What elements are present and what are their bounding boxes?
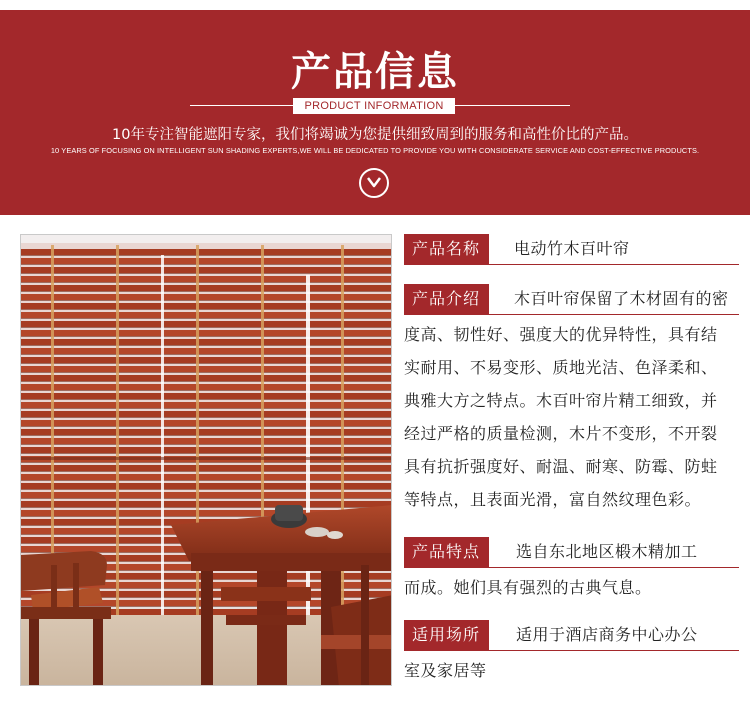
blind-slat-shadow bbox=[21, 426, 392, 427]
blind-slat-shadow bbox=[21, 372, 392, 373]
intro-line: 度高、韧性好、强度大的优异特性，具有结 bbox=[404, 325, 718, 344]
label-product-features: 产品特点 bbox=[404, 537, 489, 567]
blind-slat bbox=[21, 249, 392, 255]
blind-slat-shadow bbox=[21, 318, 392, 319]
blind-slat-shadow bbox=[21, 309, 392, 310]
intro-line: 实耐用、不易变形、质地光洁、色泽柔和、 bbox=[404, 358, 718, 377]
blind-slat-shadow bbox=[21, 453, 392, 454]
label-usage: 适用场所 bbox=[404, 620, 489, 650]
blind-slat-shadow bbox=[21, 291, 392, 292]
intro-line: 经过严格的质量检测，木片不变形，不开裂 bbox=[404, 424, 718, 443]
intro-lead-text: 木百叶帘保留了木材固有的密 bbox=[514, 289, 729, 308]
blind-slat bbox=[21, 429, 392, 435]
info-row-features bbox=[404, 537, 739, 597]
label-underline bbox=[404, 314, 739, 315]
blind-slat bbox=[21, 321, 392, 327]
blind-slat bbox=[21, 384, 392, 390]
features-line: 而成。她们具有强烈的古典气息。 bbox=[404, 578, 652, 597]
header-banner bbox=[0, 0, 750, 215]
blind-slat bbox=[21, 483, 392, 489]
blind-slat-shadow bbox=[21, 345, 392, 346]
product-name-value: 电动竹木百叶帘 bbox=[514, 239, 630, 258]
intro-line: 典雅大方之特点。木百叶帘片精工细致，并 bbox=[404, 391, 718, 410]
product-photo bbox=[20, 234, 392, 686]
blind-slat bbox=[21, 348, 392, 354]
blind-slat bbox=[21, 339, 392, 345]
label-underline bbox=[404, 650, 739, 651]
info-row-usage bbox=[404, 620, 739, 680]
blind-slat bbox=[21, 438, 392, 444]
blind-slat-shadow bbox=[21, 264, 392, 265]
blind-slat bbox=[21, 402, 392, 408]
blind-slat bbox=[21, 330, 392, 336]
blind-slat bbox=[21, 267, 392, 273]
info-row-name bbox=[404, 234, 739, 264]
blind-slat-shadow bbox=[21, 507, 392, 508]
blind-slat bbox=[21, 294, 392, 300]
blind-slat-shadow bbox=[21, 462, 392, 463]
divider-right bbox=[450, 105, 570, 106]
blind-slat-shadow bbox=[21, 273, 392, 274]
tagline-english: 10 YEARS OF FOCUSING ON INTELLIGENT SUN SHADING EXPERTS,WE WILL BE DEDICATED TO PROVIDE YOU WITH CONSIDERATE SERVICE AND COST-EFFECTIVE PRODUCTS. bbox=[50, 146, 700, 155]
ladder-cord bbox=[116, 245, 119, 615]
intro-line: 具有抗折强度好、耐温、耐寒、防霉、防蛀 bbox=[404, 457, 718, 476]
blind-slat bbox=[21, 258, 392, 264]
blind-slat bbox=[21, 375, 392, 381]
blind-slat-shadow bbox=[21, 300, 392, 301]
blind-slat-shadow bbox=[21, 327, 392, 328]
blind-slat bbox=[21, 420, 392, 426]
blind-slat bbox=[21, 474, 392, 480]
blind-slat-shadow bbox=[21, 255, 392, 256]
blind-slat-shadow bbox=[21, 354, 392, 355]
page-subtitle: PRODUCT INFORMATION bbox=[293, 98, 455, 114]
blind-slat-shadow bbox=[21, 498, 392, 499]
intro-line: 等特点，且表面光滑，富自然纹理色彩。 bbox=[404, 490, 702, 509]
blind-slat-shadow bbox=[21, 408, 392, 409]
blind-slat-shadow bbox=[21, 336, 392, 337]
blind-slat-shadow bbox=[21, 435, 392, 436]
blind-slat-shadow bbox=[21, 381, 392, 382]
label-underline bbox=[404, 567, 739, 568]
blind-slat bbox=[21, 357, 392, 363]
label-product-intro: 产品介绍 bbox=[404, 284, 489, 314]
blind-slat bbox=[21, 492, 392, 498]
blind-slat-shadow bbox=[21, 363, 392, 364]
blind-slat-shadow bbox=[21, 489, 392, 490]
features-lead-text: 选自东北地区椴木精加工 bbox=[516, 542, 698, 561]
blind-slat-shadow bbox=[21, 471, 392, 472]
usage-line: 室及家居等 bbox=[404, 661, 487, 680]
tagline-chinese: 10年专注智能遮阳专家，我们将竭诚为您提供细致周到的服务和高性价比的产品。 bbox=[112, 127, 638, 143]
scroll-down-button[interactable] bbox=[359, 168, 389, 198]
blind-slat bbox=[21, 366, 392, 372]
blind-slat-shadow bbox=[21, 444, 392, 445]
blind-slat bbox=[21, 465, 392, 471]
blind-slat-shadow bbox=[21, 417, 392, 418]
blind-slat bbox=[21, 285, 392, 291]
blind-slat bbox=[21, 312, 392, 318]
chevron-down-circle-icon bbox=[367, 177, 381, 189]
blind-slat bbox=[21, 501, 392, 507]
label-product-name: 产品名称 bbox=[404, 234, 489, 264]
blind-slat bbox=[21, 393, 392, 399]
blind-slat-shadow bbox=[21, 480, 392, 481]
usage-lead-text: 适用于酒店商务中心办公 bbox=[516, 625, 698, 644]
blind-slat-shadow bbox=[21, 282, 392, 283]
page-title: 产品信息 bbox=[291, 48, 459, 95]
info-row-intro bbox=[404, 284, 739, 509]
blind-slat bbox=[21, 303, 392, 309]
blind-slat-shadow bbox=[21, 399, 392, 400]
blind-slat-shadow bbox=[21, 390, 392, 391]
divider-left bbox=[190, 105, 302, 106]
blind-slat bbox=[21, 411, 392, 417]
label-underline bbox=[404, 264, 739, 265]
blind-slat bbox=[21, 447, 392, 453]
blind-slat bbox=[21, 276, 392, 282]
